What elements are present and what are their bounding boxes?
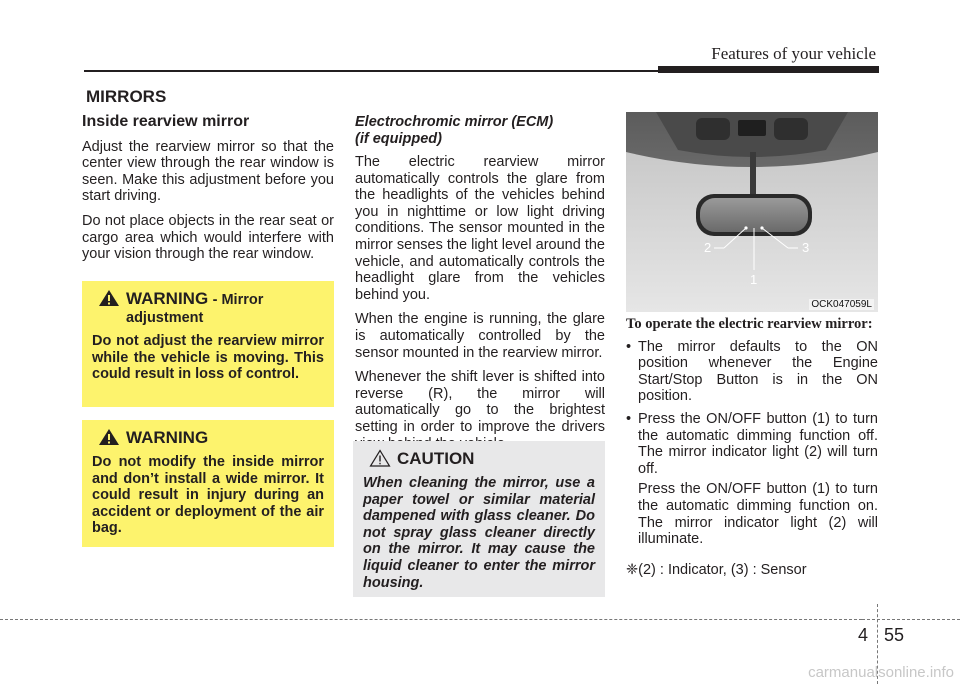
caution-header [363, 449, 595, 469]
warning-body: Do not adjust the rearview mirror while the vehicle is moving. This could result in loss of control. [92, 333, 324, 383]
callout-2: 2 [704, 240, 712, 255]
warning-body: Do not modify the inside mirror and don’t install a wide mirror. It could result in injury during an accident or deployment of the air bag. [92, 454, 324, 537]
header-rule-accent [658, 66, 879, 73]
caution-triangle-icon [369, 449, 391, 467]
warning-header [92, 428, 324, 448]
column-inside-mirror [82, 114, 334, 271]
warning-label: WARNING [126, 428, 209, 447]
operate-bullets [626, 339, 878, 548]
ecm-heading-line2: (if equipped) [355, 131, 442, 147]
warning-subtitle: - Mirror adjustment [126, 292, 264, 326]
list-item [626, 411, 878, 548]
warning-label: WARNING [126, 289, 209, 308]
watermark: carmanualsonline.info [808, 664, 954, 681]
chapter-number: 4 [858, 625, 869, 645]
ecm-heading [355, 114, 605, 148]
caution-box [353, 441, 605, 597]
inside-mirror-paragraph-2: Do not place objects in the rear seat or cargo area which would interfere with your vision through the rear window. [82, 212, 334, 263]
page-number: 55 [884, 625, 905, 645]
callout-1: 1 [750, 272, 758, 287]
column-operate [626, 114, 878, 578]
ecm-heading-line1: Electrochromic mirror (ECM) [355, 114, 554, 130]
indicator-note: ❈(2) : Indicator, (3) : Sensor [626, 561, 807, 578]
list-item: • The mirror defaults to the ON position whenever the Engine Start/Stop Button is in the ON position. [626, 339, 878, 405]
inside-mirror-paragraph-1: Adjust the rearview mirror so that the center view through the rear window is seen. Make this adjustment before you start driving. [82, 138, 334, 205]
list-item-continuation: Press the ON/OFF button (1) to turn the automatic dimming function on. The mirror indicator light (2) will illuminate. [638, 481, 878, 548]
list-item-text: Press the ON/OFF button (1) to turn the automatic dimming function off. The mirror indicator light (2) will turn off. [638, 410, 878, 477]
callout-3: 3 [802, 240, 810, 255]
column-ecm [355, 114, 605, 460]
caution-body: When cleaning the mirror, use a paper towel or similar material dampened with glass cleaner. Do not spray glass cleaner directly on the mirror. It may cause the liquid cleaner to enter the mirror housing. [363, 475, 595, 591]
ecm-paragraph-2: When the engine is running, the glare is automatically controlled by the sensor mounted in the rearview mirror. [355, 311, 605, 361]
warning-box-mirror-adjustment [82, 281, 334, 407]
caution-label: CAUTION [397, 449, 475, 468]
warning-box-modify-mirror [82, 420, 334, 547]
inside-mirror-heading: Inside rearview mirror [82, 113, 250, 130]
warning-triangle-icon [98, 428, 120, 446]
header-title: Features of your vehicle [711, 44, 876, 63]
section-title: MIRRORS [86, 87, 167, 106]
warning-triangle-icon [98, 289, 120, 307]
figure-code: OCK047059L [811, 299, 872, 310]
ecm-paragraph-3: Whenever the shift lever is shifted into reverse (R), the mirror will automatically go to the brightest setting in order to improve the drivers [355, 369, 605, 435]
ecm-paragraph-1: The electric rearview mirror automatically controls the glare from the headlights of the vehicles behind you in nighttime or low light driving conditions. The sensor mounted in the mirror senses the light level around the vehicle, and automatically controls the headlight glare from the vehicles behind you. [355, 154, 605, 303]
footer-rule [0, 619, 862, 620]
operate-title: To operate the electric rearview mirror: [626, 316, 873, 332]
warning-header [92, 289, 324, 327]
